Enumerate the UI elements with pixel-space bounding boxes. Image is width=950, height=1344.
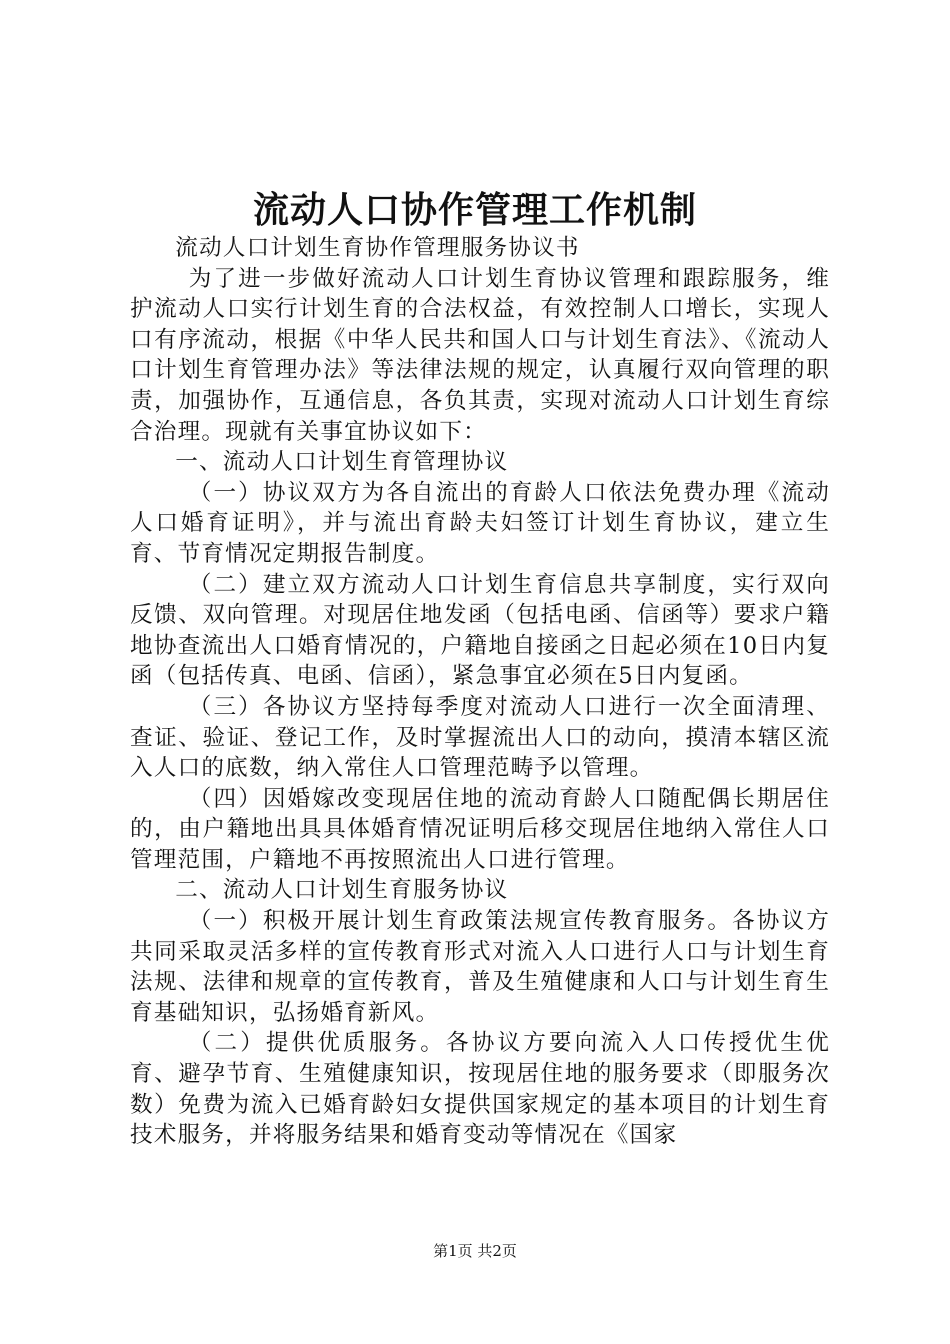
document-title: 流动人口协作管理工作机制 xyxy=(252,189,697,231)
page-footer xyxy=(0,1241,950,1261)
page-indicator: 第1页 共2页 xyxy=(433,1242,517,1260)
section1-item-3: （三）各协议方坚持每季度对流动人口进行一次全面清理、查证、验证、登记工作，及时掌握流出人口的动向，摸清本辖区流入人口的底数，纳入常住人口管理范畴予以管理。 xyxy=(130,693,830,782)
document-subtitle: 流动人口计划生育协作管理服务协议书 xyxy=(175,235,580,261)
section2-item-1: （一）积极开展计划生育政策法规宣传教育服务。各协议方共同采取灵活多样的宣传教育形式对流入人口进行人口与计划生育法规、法律和规章的宣传教育，普及生殖健康和人口与计划生育生育基础知识，弘扬婚育新风。 xyxy=(130,908,830,1026)
section1-item-2: （二）建立双方流动人口计划生育信息共享制度，实行双向反馈、双向管理。对现居住地发函（包括电函、信函等）要求户籍地协查流出人口婚育情况的，户籍地自接函之日起必须在10日内复函（包括传真、电函、信函），紧急事宜必须在5日内复函。 xyxy=(130,571,830,690)
section-heading-1: 一、流动人口计划生育管理协议 xyxy=(175,449,509,476)
intro-paragraph: 为了进一步做好流动人口计划生育协议管理和跟踪服务，维护流动人口实行计划生育的合法权益，有效控制人口增长，实现人口有序流动，根据《中华人民共和国人口与计划生育法》、《流动人口计划生育管理办法》等法律法规的规定，认真履行双向管理的职责，加强协作，互通信息，各负其责，实现对流动人口计划生育综合治理。现就有关事宜协议如下： xyxy=(130,265,830,445)
section-heading-2: 二、流动人口计划生育服务协议 xyxy=(175,877,509,904)
section2-item-2: （二）提供优质服务。各协议方要向流入人口传授优生优育、避孕节育、生殖健康知识，按现居住地的服务要求（即服务次数）免费为流入已婚育龄妇女提供国家规定的基本项目的计划生育技术服务，并将服务结果和婚育变动等情况在《国家 xyxy=(130,1030,830,1149)
document-body xyxy=(130,233,830,1151)
section1-item-4: （四）因婚嫁改变现居住地的流动育龄人口随配偶长期居住的，由户籍地出具具体婚育情况证明后移交现居住地纳入常住人口管理范围，户籍地不再按照流出人口进行管理。 xyxy=(130,785,830,873)
section1-item-1: （一）协议双方为各自流出的育龄人口依法免费办理《流动人口婚育证明》，并与流出育龄夫妇签订计划生育协议，建立生育、节育情况定期报告制度。 xyxy=(130,479,830,567)
